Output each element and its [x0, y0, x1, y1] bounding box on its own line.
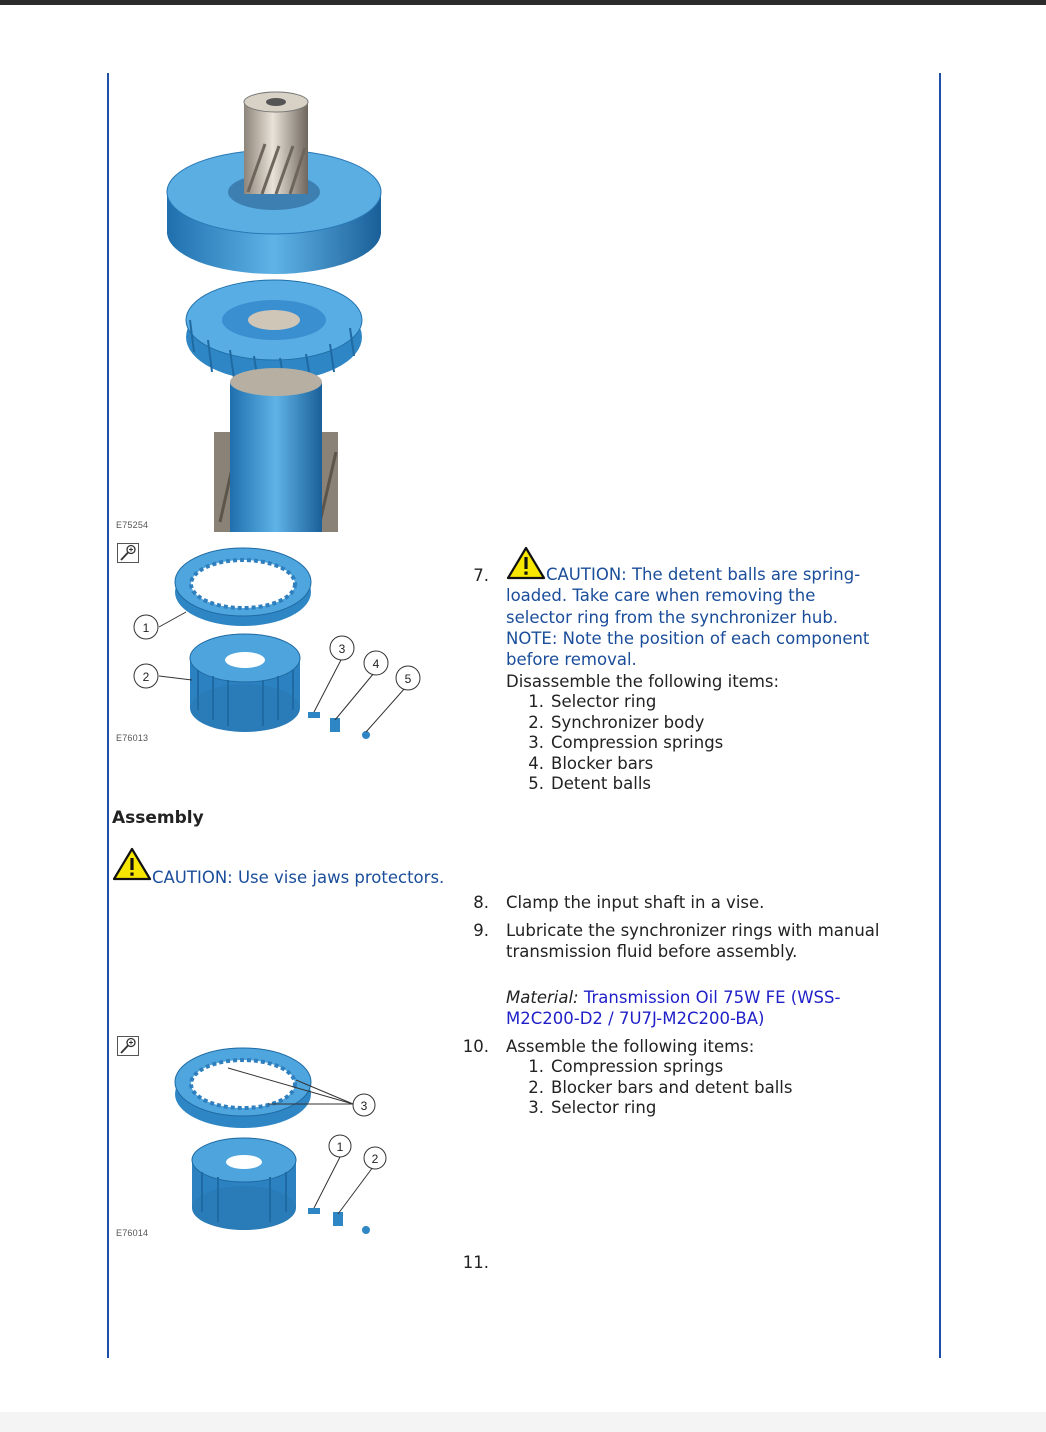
- bottom-strip: [0, 1412, 1046, 1432]
- magnify-zoom-icon[interactable]: [117, 1036, 139, 1056]
- list-item: 1. Selector ring: [528, 692, 657, 711]
- figure-code-3: E76014: [116, 1228, 149, 1238]
- material-link[interactable]: Transmission Oil 75W FE (WSS-: [583, 988, 841, 1007]
- step-7-note-line1: NOTE: Note the position of each component: [506, 629, 870, 648]
- step-11-number: 11.: [462, 1253, 489, 1272]
- step-7-intro: Disassemble the following items:: [506, 672, 780, 691]
- step-9-line1: Lubricate the synchronizer rings with manual: [506, 921, 880, 940]
- step-10-item-list: [514, 1057, 792, 1119]
- step-7-note-line2: before removal.: [506, 650, 637, 669]
- list-item: 2. Synchronizer body: [528, 712, 705, 732]
- list-item: 3. Compression springs: [528, 733, 724, 753]
- warning-triangle-icon: [506, 546, 546, 580]
- step-7-caution-line2: loaded. Take care when removing the: [506, 586, 816, 605]
- figure-code-1: E75254: [116, 520, 149, 530]
- step-7-number: 7.: [473, 566, 489, 585]
- list-item: 3. Selector ring: [528, 1098, 657, 1118]
- list-item: 5. Detent balls: [528, 774, 651, 794]
- step-8-number: 8.: [473, 893, 489, 912]
- callout-1: 1: [142, 621, 150, 635]
- callout-2: 2: [142, 670, 150, 684]
- list-item: 2. Blocker bars and detent balls: [528, 1077, 793, 1097]
- synchronizer-exploded-illustration: [128, 540, 428, 740]
- material-link-line2[interactable]: M2C200-D2 / 7U7J-M2C200-BA): [506, 1009, 765, 1028]
- left-column-rule: [107, 73, 109, 1358]
- step-10-intro: Assemble the following items:: [506, 1037, 755, 1056]
- step-8-text: Clamp the input shaft in a vise.: [506, 893, 765, 912]
- callout-1: 1: [336, 1140, 344, 1154]
- material-label: Material:: [506, 988, 579, 1007]
- right-column-rule: [939, 73, 941, 1358]
- step-9-material: [506, 987, 840, 1008]
- callout-4: 4: [372, 657, 380, 671]
- callout-3: 3: [360, 1099, 368, 1113]
- list-item: 1. Compression springs: [528, 1057, 724, 1076]
- step-9-line2: transmission fluid before assembly.: [506, 942, 798, 961]
- input-shaft-illustration: [150, 82, 395, 532]
- step-7-caution-line3: selector ring from the synchronizer hub.: [506, 608, 839, 627]
- figure-code-2: E76013: [116, 733, 149, 743]
- warning-triangle-icon: [112, 847, 152, 881]
- step-7-item-list: [514, 692, 723, 795]
- callout-3: 3: [338, 642, 346, 656]
- assembly-heading: Assembly: [112, 808, 204, 828]
- callout-2: 2: [371, 1152, 379, 1166]
- list-item: 4. Blocker bars: [528, 753, 654, 773]
- step-9-number: 9.: [473, 921, 489, 940]
- synchronizer-assembly-illustration: [168, 1032, 398, 1242]
- assembly-caution: CAUTION: Use vise jaws protectors.: [152, 868, 445, 887]
- top-border: [0, 0, 1046, 5]
- callout-5: 5: [404, 672, 412, 686]
- step-7-caution-line1: CAUTION: The detent balls are spring-: [546, 565, 861, 584]
- step-10-number: 10.: [462, 1037, 489, 1056]
